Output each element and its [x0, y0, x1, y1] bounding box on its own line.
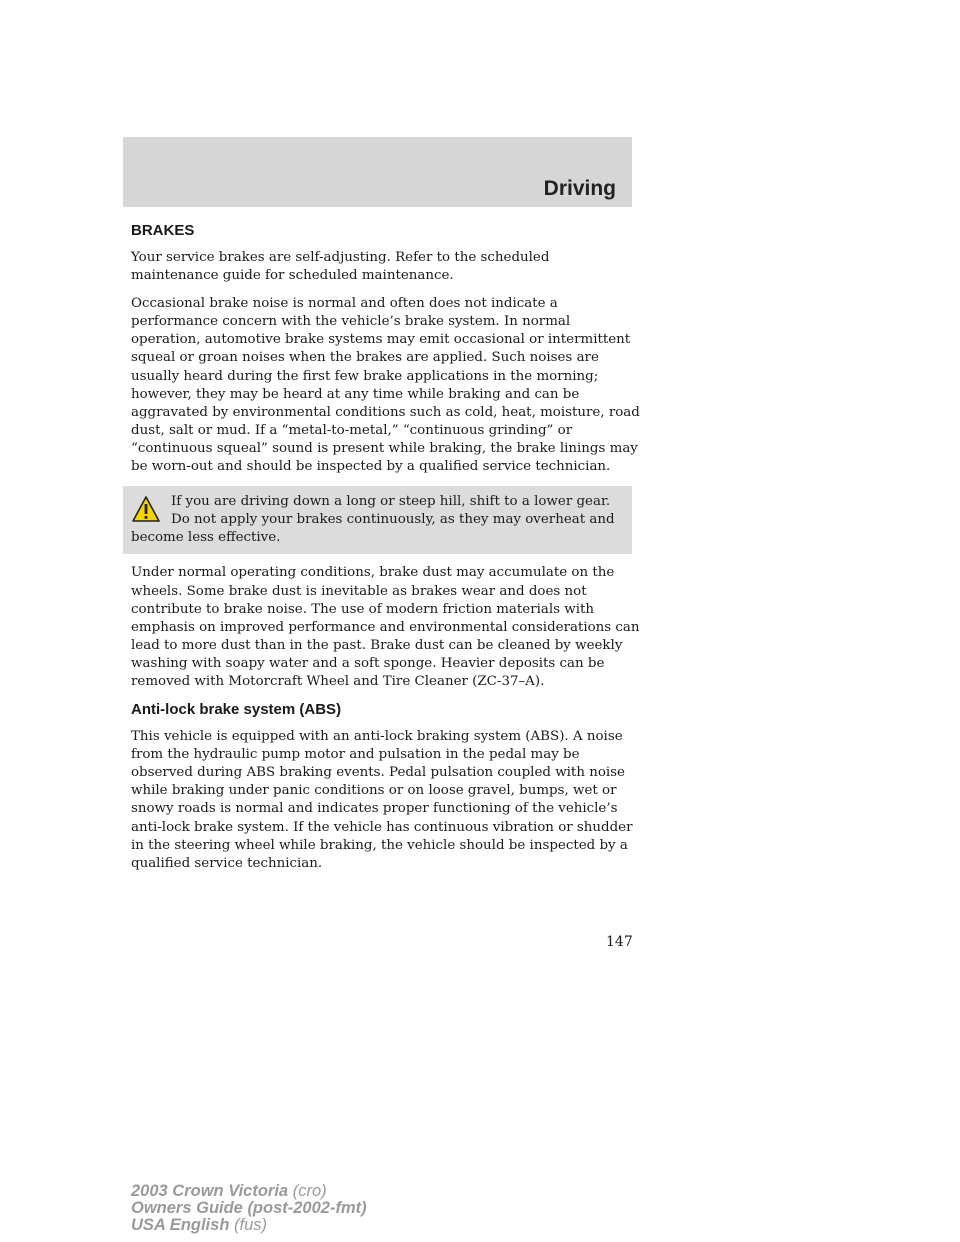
section-header-band	[123, 137, 632, 207]
footer-model-code: (cro)	[288, 1182, 327, 1200]
abs-paragraph: This vehicle is equipped with an anti-lock braking system (ABS). A noise from the hydraulic pump motor and pulsation in the pedal may be observed during ABS braking events. Pedal pulsation coupled with noise while braking under panic conditions or on loose gravel, bumps, wet or snowy roads is normal and indicates proper functioning of the vehicle’s anti-lock brake system. If the vehicle has continuous vibration or shudder in the steering wheel while braking, the vehicle should be inspected by a qualified service technician.	[131, 729, 633, 871]
footer-line-3	[131, 1217, 367, 1234]
warning-triangle-icon	[131, 495, 161, 523]
footer-language: USA English	[131, 1216, 230, 1234]
brakes-paragraph-2: Occasional brake noise is normal and often does not indicate a performance concern with the vehicle’s brake system. In normal operation, automotive brake systems may emit occasional or intermittent squeal or groan noises when the brakes are applied. Such noises are usually heard during the first few brake applications in the morning; however, they may be heard at any time while braking and can be aggravated by environmental conditions such as cold, heat, moisture, road dust, salt or mud. If a “metal-to-metal,” “continuous grinding” or “continuous squeal” sound is present while braking, the brake linings may be worn-out and should be inspected by a qualified service technician.	[131, 296, 640, 475]
footer-line-2: Owners Guide (post-2002-fmt)	[131, 1199, 367, 1217]
warning-box	[123, 486, 632, 554]
brake-dust-paragraph: Under normal operating conditions, brake dust may accumulate on the wheels. Some brake dust is inevitable as brakes wear and does not contribute to brake noise. The use of modern friction materials with emphasis on improved performance and environmental considerations can lead to more dust than in the past. Brake dust can be cleaned by weekly washing with soapy water and a soft sponge. Heavier deposits can be removed with Motorcraft Wheel and Tire Cleaner (ZC-37–A).	[131, 565, 640, 689]
document-footer	[131, 1183, 367, 1234]
page-content	[131, 222, 641, 883]
brakes-paragraph-1: Your service brakes are self-adjusting. Refer to the scheduled maintenance guide for scheduled maintenance.	[131, 250, 550, 284]
section-title: Driving	[543, 177, 616, 200]
abs-heading: Anti-lock brake system (ABS)	[131, 701, 342, 719]
footer-language-code: (fus)	[229, 1216, 267, 1234]
footer-line-1	[131, 1183, 367, 1200]
warning-text: If you are driving down a long or steep hill, shift to a lower gear. Do not apply your brakes continuously, as they may overheat and become less effective.	[131, 494, 615, 546]
footer-model: 2003 Crown Victoria	[131, 1182, 289, 1200]
page-number: 147	[606, 934, 633, 950]
brakes-heading: BRAKES	[131, 222, 195, 239]
